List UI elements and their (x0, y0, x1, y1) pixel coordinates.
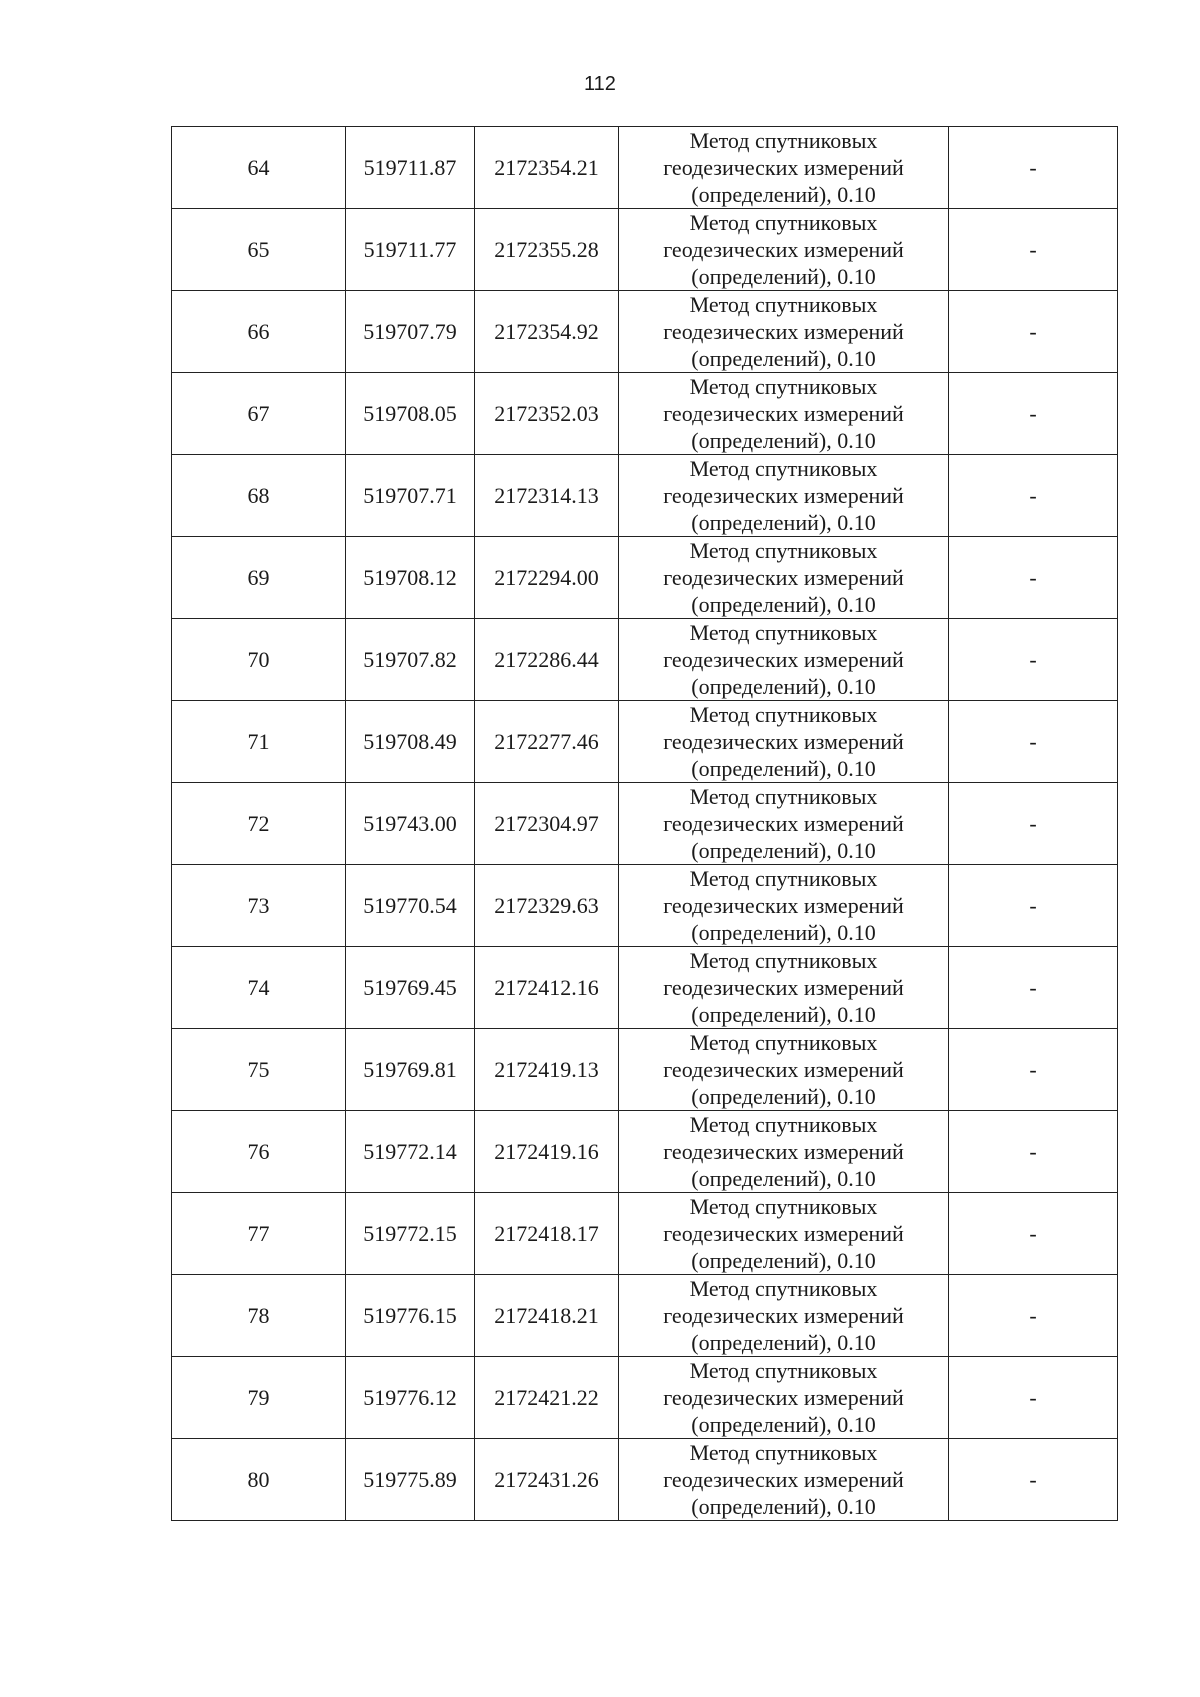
method-line-3: (определений), 0.10 (691, 510, 876, 535)
method-line-2: геодезических измерений (663, 811, 904, 836)
method-line-1: Метод спутниковых (689, 784, 878, 809)
method-line-2: геодезических измерений (663, 483, 904, 508)
note-cell: - (949, 1439, 1118, 1521)
point-number-cell: 70 (172, 619, 346, 701)
method-line-3: (определений), 0.10 (691, 1412, 876, 1437)
table-row (172, 537, 1118, 619)
method-cell (619, 1275, 949, 1357)
y-coordinate-cell: 2172418.17 (475, 1193, 619, 1275)
point-number-cell: 68 (172, 455, 346, 537)
note-cell: - (949, 127, 1118, 209)
method-line-3: (определений), 0.10 (691, 1330, 876, 1355)
method-line-3: (определений), 0.10 (691, 1494, 876, 1519)
method-line-3: (определений), 0.10 (691, 1084, 876, 1109)
point-number-cell: 69 (172, 537, 346, 619)
note-cell: - (949, 1193, 1118, 1275)
method-line-3: (определений), 0.10 (691, 346, 876, 371)
method-line-1: Метод спутниковых (689, 1194, 878, 1219)
method-line-2: геодезических измерений (663, 1303, 904, 1328)
method-cell (619, 1193, 949, 1275)
method-cell (619, 537, 949, 619)
method-line-1: Метод спутниковых (689, 1030, 878, 1055)
x-coordinate-cell: 519707.79 (346, 291, 475, 373)
coordinates-table (171, 126, 1118, 1521)
x-coordinate-cell: 519769.81 (346, 1029, 475, 1111)
point-number-cell: 75 (172, 1029, 346, 1111)
method-line-1: Метод спутниковых (689, 1358, 878, 1383)
method-line-1: Метод спутниковых (689, 1112, 878, 1137)
method-line-1: Метод спутниковых (689, 866, 878, 891)
table-row (172, 1357, 1118, 1439)
method-cell (619, 455, 949, 537)
note-cell: - (949, 619, 1118, 701)
method-line-2: геодезических измерений (663, 1221, 904, 1246)
method-cell (619, 373, 949, 455)
method-line-1: Метод спутниковых (689, 456, 878, 481)
point-number-cell: 67 (172, 373, 346, 455)
y-coordinate-cell: 2172277.46 (475, 701, 619, 783)
note-cell: - (949, 455, 1118, 537)
table-row (172, 619, 1118, 701)
x-coordinate-cell: 519776.15 (346, 1275, 475, 1357)
note-cell: - (949, 1029, 1118, 1111)
note-cell: - (949, 947, 1118, 1029)
method-line-2: геодезических измерений (663, 1467, 904, 1492)
y-coordinate-cell: 2172421.22 (475, 1357, 619, 1439)
y-coordinate-cell: 2172418.21 (475, 1275, 619, 1357)
method-line-3: (определений), 0.10 (691, 1002, 876, 1027)
x-coordinate-cell: 519769.45 (346, 947, 475, 1029)
method-line-1: Метод спутниковых (689, 210, 878, 235)
x-coordinate-cell: 519775.89 (346, 1439, 475, 1521)
note-cell: - (949, 537, 1118, 619)
method-line-3: (определений), 0.10 (691, 1166, 876, 1191)
method-line-1: Метод спутниковых (689, 538, 878, 563)
x-coordinate-cell: 519772.15 (346, 1193, 475, 1275)
method-line-2: геодезических измерений (663, 729, 904, 754)
y-coordinate-cell: 2172355.28 (475, 209, 619, 291)
method-line-2: геодезических измерений (663, 1139, 904, 1164)
note-cell: - (949, 1111, 1118, 1193)
table-row (172, 947, 1118, 1029)
note-cell: - (949, 1275, 1118, 1357)
y-coordinate-cell: 2172354.21 (475, 127, 619, 209)
method-line-1: Метод спутниковых (689, 1276, 878, 1301)
method-line-1: Метод спутниковых (689, 292, 878, 317)
method-cell (619, 619, 949, 701)
x-coordinate-cell: 519708.05 (346, 373, 475, 455)
x-coordinate-cell: 519707.71 (346, 455, 475, 537)
table-row (172, 455, 1118, 537)
method-line-2: геодезических измерений (663, 975, 904, 1000)
note-cell: - (949, 865, 1118, 947)
table-row (172, 127, 1118, 209)
method-cell (619, 1439, 949, 1521)
method-cell (619, 1029, 949, 1111)
x-coordinate-cell: 519711.77 (346, 209, 475, 291)
point-number-cell: 65 (172, 209, 346, 291)
note-cell: - (949, 701, 1118, 783)
x-coordinate-cell: 519708.12 (346, 537, 475, 619)
method-cell (619, 783, 949, 865)
table-row (172, 1439, 1118, 1521)
method-line-3: (определений), 0.10 (691, 264, 876, 289)
method-line-3: (определений), 0.10 (691, 182, 876, 207)
method-line-1: Метод спутниковых (689, 1440, 878, 1465)
method-line-3: (определений), 0.10 (691, 1248, 876, 1273)
y-coordinate-cell: 2172419.13 (475, 1029, 619, 1111)
table-row (172, 373, 1118, 455)
note-cell: - (949, 1357, 1118, 1439)
point-number-cell: 77 (172, 1193, 346, 1275)
method-line-2: геодезических измерений (663, 893, 904, 918)
point-number-cell: 80 (172, 1439, 346, 1521)
method-line-3: (определений), 0.10 (691, 838, 876, 863)
point-number-cell: 64 (172, 127, 346, 209)
table-row (172, 1111, 1118, 1193)
point-number-cell: 72 (172, 783, 346, 865)
note-cell: - (949, 373, 1118, 455)
table-row (172, 701, 1118, 783)
method-line-3: (определений), 0.10 (691, 920, 876, 945)
y-coordinate-cell: 2172419.16 (475, 1111, 619, 1193)
x-coordinate-cell: 519711.87 (346, 127, 475, 209)
x-coordinate-cell: 519776.12 (346, 1357, 475, 1439)
method-line-2: геодезических измерений (663, 565, 904, 590)
method-line-2: геодезических измерений (663, 155, 904, 180)
method-line-1: Метод спутниковых (689, 702, 878, 727)
point-number-cell: 78 (172, 1275, 346, 1357)
method-cell (619, 701, 949, 783)
method-line-3: (определений), 0.10 (691, 674, 876, 699)
table-row (172, 209, 1118, 291)
point-number-cell: 71 (172, 701, 346, 783)
table-row (172, 1275, 1118, 1357)
table-row (172, 291, 1118, 373)
note-cell: - (949, 783, 1118, 865)
method-cell (619, 865, 949, 947)
x-coordinate-cell: 519743.00 (346, 783, 475, 865)
note-cell: - (949, 291, 1118, 373)
method-cell (619, 1111, 949, 1193)
y-coordinate-cell: 2172412.16 (475, 947, 619, 1029)
point-number-cell: 76 (172, 1111, 346, 1193)
method-line-1: Метод спутниковых (689, 948, 878, 973)
table-row (172, 1193, 1118, 1275)
method-cell (619, 947, 949, 1029)
table-row (172, 1029, 1118, 1111)
y-coordinate-cell: 2172294.00 (475, 537, 619, 619)
method-line-2: геодезических измерений (663, 319, 904, 344)
y-coordinate-cell: 2172352.03 (475, 373, 619, 455)
x-coordinate-cell: 519770.54 (346, 865, 475, 947)
method-line-1: Метод спутниковых (689, 374, 878, 399)
page-number: 112 (584, 73, 616, 95)
method-line-1: Метод спутниковых (689, 128, 878, 153)
method-line-3: (определений), 0.10 (691, 592, 876, 617)
method-line-1: Метод спутниковых (689, 620, 878, 645)
method-line-2: геодезических измерений (663, 401, 904, 426)
note-cell: - (949, 209, 1118, 291)
coordinates-table-body (172, 127, 1118, 1521)
x-coordinate-cell: 519772.14 (346, 1111, 475, 1193)
y-coordinate-cell: 2172354.92 (475, 291, 619, 373)
y-coordinate-cell: 2172329.63 (475, 865, 619, 947)
method-cell (619, 1357, 949, 1439)
method-line-2: геодезических измерений (663, 647, 904, 672)
method-line-2: геодезических измерений (663, 1385, 904, 1410)
y-coordinate-cell: 2172314.13 (475, 455, 619, 537)
method-cell (619, 127, 949, 209)
point-number-cell: 79 (172, 1357, 346, 1439)
table-row (172, 783, 1118, 865)
point-number-cell: 73 (172, 865, 346, 947)
point-number-cell: 66 (172, 291, 346, 373)
y-coordinate-cell: 2172431.26 (475, 1439, 619, 1521)
point-number-cell: 74 (172, 947, 346, 1029)
method-line-2: геодезических измерений (663, 1057, 904, 1082)
table-row (172, 865, 1118, 947)
method-cell (619, 291, 949, 373)
method-line-3: (определений), 0.10 (691, 756, 876, 781)
method-line-2: геодезических измерений (663, 237, 904, 262)
method-line-3: (определений), 0.10 (691, 428, 876, 453)
x-coordinate-cell: 519708.49 (346, 701, 475, 783)
y-coordinate-cell: 2172304.97 (475, 783, 619, 865)
x-coordinate-cell: 519707.82 (346, 619, 475, 701)
y-coordinate-cell: 2172286.44 (475, 619, 619, 701)
method-cell (619, 209, 949, 291)
